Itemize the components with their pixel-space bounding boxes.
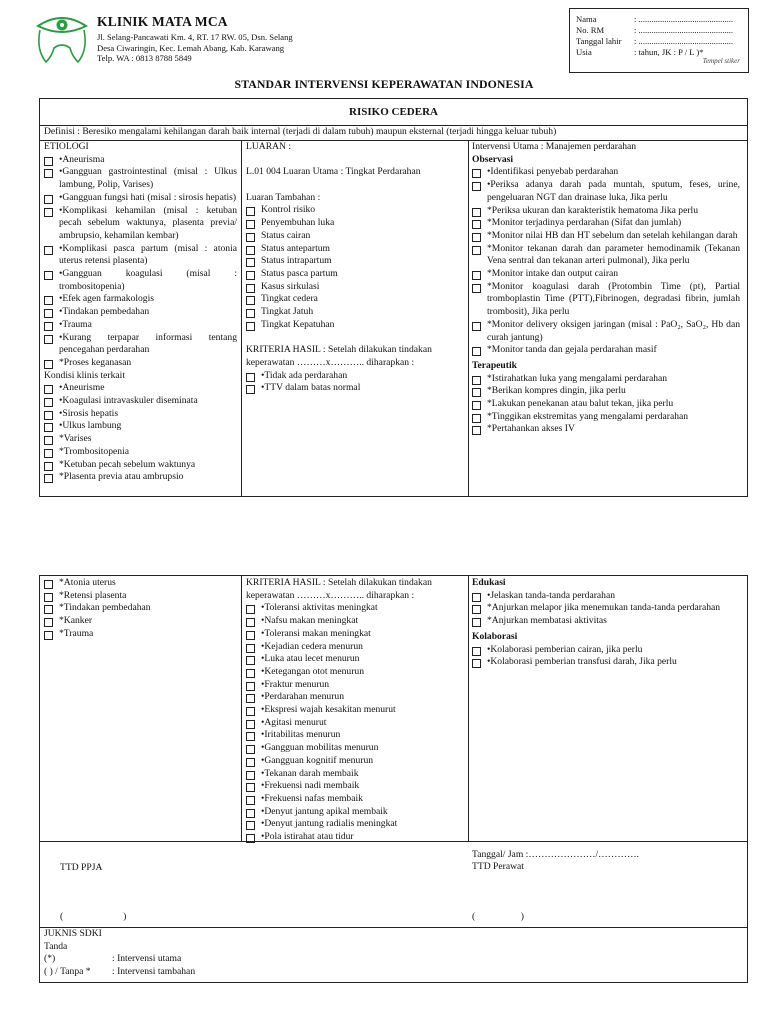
item-text: •Gangguan gastrointestinal (misal : Ulkus lambung, Polip, Varises) [59,166,237,191]
luaran-tambahan-item [246,255,464,268]
item-text: *Lakukan penekanan atau balut tekan, jika perlu [487,398,674,410]
item-text: Status pasca partum [261,268,338,279]
checkbox[interactable] [472,220,481,229]
item-text: •Kejadian cedera menurun [261,640,363,652]
observasi-item [472,319,740,344]
item-text: •Kurang terpapar informasi tentang pencegahan perdarahan [59,331,237,356]
kondisi-item [44,420,237,433]
checkbox[interactable] [44,462,53,471]
checkbox[interactable] [246,796,255,805]
checkbox[interactable] [246,296,255,305]
etiologi-item [44,332,237,357]
risk-title: RISIKO CEDERA [349,106,438,118]
checkbox[interactable] [44,208,53,217]
checkbox[interactable] [246,207,255,216]
terapeutik-heading: Terapeutik [472,359,517,371]
perawat-signature-field[interactable]: ( ) [472,911,524,922]
phone-line: Telp. WA : 0813 8788 5849 [97,53,192,63]
kriteria-hasil-text: KRITERIA HASIL : Setelah dilakukan tindakan keperawatan ………x……….. diharapkan : [246,344,432,368]
checkbox[interactable] [44,449,53,458]
etiologi-item [44,357,237,370]
checkbox[interactable] [246,783,255,792]
intervensi-heading: Intervensi Utama : Manajemen perdarahan [472,141,637,152]
item-text: •Denyut jantung apikal membaik [261,805,388,817]
kriteria-item [246,691,464,704]
patient-rm-field[interactable]: No. RM : ............................................ [576,25,734,35]
kolaborasi-heading: Kolaborasi [472,630,518,642]
item-text: *Plasenta previa atau ambrupsio [59,471,184,483]
item-text: •Perdarahan menurun [261,691,345,703]
luaran-tambahan-item [246,306,464,319]
patient-dob-field[interactable]: Tanggal lahir : ............................................ [576,36,734,46]
etiologi-column [44,141,237,484]
checkbox[interactable] [472,426,481,435]
checkbox[interactable] [246,618,255,627]
etiologi-item [44,205,237,243]
kriteria-column [246,577,464,844]
juknis-heading: JUKNIS SDKI [44,928,102,939]
etiologi-item [44,268,237,293]
kondisi-item [44,471,237,484]
checkbox[interactable] [246,809,255,818]
kondisi-item [44,446,237,459]
kriteria-hasil-text: KRITERIA HASIL : Setelah dilakukan tindakan keperawatan ………x……….. diharapkan : [246,577,432,601]
kriteria-item [246,615,464,628]
item-text: •Ketegangan otot menurun [261,665,364,677]
item-text: •Komplikasi pasca partum (misal : atonia uterus retensi plasenta) [59,242,237,267]
kriteria-item [246,641,464,654]
item-text: *Istirahatkan luka yang mengalami perdarahan [487,372,668,384]
checkbox[interactable] [44,423,53,432]
checkbox[interactable] [44,605,53,614]
checkbox[interactable] [472,322,481,331]
etiologi-item [44,306,237,319]
kriteria-item [246,704,464,717]
item-text: •Denyut jantung radialis meningkat [261,818,398,830]
checkbox[interactable] [246,834,255,843]
kriteria-item [246,370,464,383]
edukasi-item [472,602,740,615]
checkbox[interactable] [246,233,255,242]
checkbox[interactable] [246,631,255,640]
address-line: Desa Ciwaringin, Kec. Lemah Abang, Kab. Karawang [97,42,285,53]
checkbox[interactable] [246,656,255,665]
item-text: •Pola istirahat atau tidur [261,831,354,843]
etiologi-item [44,319,237,332]
luaran-tambahan-item [246,268,464,281]
item-text: Tingkat cedera [261,293,318,305]
item-text: *Pertahankan akses IV [487,423,575,435]
luaran-heading: LUARAN : [246,141,292,152]
item-text: •TTV dalam batas normal [261,382,361,394]
checkbox[interactable] [472,605,481,614]
item-text: •Iritabilitas menurun [261,729,341,741]
item-text: *Trauma [59,627,94,639]
luaran-tambahan-item [246,230,464,243]
kondisi-item [44,395,237,408]
item-text: *Tindakan pembedahan [59,602,151,614]
observasi-item [472,166,740,179]
item-text: •Periksa adanya darah pada muntah, sputum, feses, urine, pengeluaran NGT dan drainase luka, Jika perlu [487,179,740,203]
checkbox[interactable] [246,258,255,267]
item-text: •Toleransi makan meningkat [261,627,371,639]
checkbox[interactable] [472,208,481,217]
etiologi-heading: ETIOLOGI [44,141,89,152]
tanggal-jam-field[interactable]: Tanggal/ Jam :…………………/…………. [472,849,639,860]
checkbox[interactable] [44,246,53,255]
checkbox[interactable] [44,631,53,640]
checkbox[interactable] [44,322,53,331]
ppja-signature-field[interactable]: ( ) [60,911,127,922]
checkbox[interactable] [44,436,53,445]
edukasi-heading: Edukasi [472,577,506,588]
etiologi-continued [44,577,237,641]
checkbox[interactable] [472,233,481,242]
checkbox[interactable] [246,271,255,280]
address-line: Jl. Selang-Pancawati Km. 4, RT. 17 RW. 05, Dsn. Selang [97,32,293,42]
table-part2 [39,575,748,983]
item-text: •Tindakan pembedahan [59,306,150,318]
item-text: •Tidak ada perdarahan [261,369,348,381]
luaran-utama: L.01 004 Luaran Utama : Tingkat Perdarahan [246,166,421,178]
observasi-heading: Observasi [472,153,514,165]
ttd-ppja-label: TTD PPJA [60,862,103,873]
checkbox[interactable] [246,732,255,741]
item-text: *Proses keganasan [59,356,132,368]
item-text: •Gangguan fungsi hati (misal : sirosis hepatis) [59,191,237,203]
terapeutik-item [472,411,740,424]
item-text: •Gangguan kognitif menurun [261,754,374,766]
checkbox[interactable] [44,593,53,602]
item-text: •Koagulasi intravaskuler diseminata [59,395,198,407]
checkbox[interactable] [44,474,53,483]
item-text: •Agitasi menurut [261,716,327,728]
kolaborasi-item [472,656,740,669]
item-text: •Luka atau lecet menurun [261,653,360,665]
checkbox[interactable] [246,758,255,767]
edukasi-item [472,615,740,628]
checkbox[interactable] [44,411,53,420]
checkbox[interactable] [44,271,53,280]
item-text: •Kolaborasi pemberian transfusi darah, Jika perlu [487,656,677,668]
kriteria-item [246,653,464,666]
checkbox[interactable] [246,720,255,729]
checkbox[interactable] [44,335,53,344]
checkbox[interactable] [246,246,255,255]
checkbox[interactable] [44,169,53,178]
item-text: Penyembuhan luka [261,217,335,229]
item-text: •Gangguan koagulasi (misal : trombositopenia) [59,268,237,292]
checkbox[interactable] [44,296,53,305]
item-text: •Aneurisma [59,153,105,165]
checkbox[interactable] [472,246,481,255]
checkbox[interactable] [44,398,53,407]
item-text: *Retensi plasenta [59,589,127,601]
item-text: Kontrol risiko [261,204,316,216]
item-text: *Monitor tanda dan gejala perdarahan masif [487,344,657,356]
etiologi-item [44,166,237,191]
item-text: *Anjurkan melapor jika menemukan tanda-tanda perdarahan [487,602,721,614]
terapeutik-item [472,398,740,411]
checkbox[interactable] [44,157,53,166]
clinic-address [97,32,293,64]
item-text: •Identifikasi penyebab perdarahan [487,166,619,178]
checkbox[interactable] [246,322,255,331]
luaran-tambahan-item [246,217,464,230]
checkbox[interactable] [44,360,53,369]
item-text: Status cairan [261,229,311,241]
etiologi-item [44,154,237,167]
checkbox[interactable] [472,647,481,656]
etiologi-item [44,192,237,205]
etiologi-item [44,293,237,306]
kolaborasi-item [472,644,740,657]
etiologi-item [44,628,237,641]
etiologi-item [44,590,237,603]
terapeutik-item [472,423,740,436]
kriteria-item [246,679,464,692]
kriteria-item [246,666,464,679]
kriteria-item [246,602,464,615]
intervensi-column [472,141,740,436]
checkbox[interactable] [246,694,255,703]
intervensi-continued [472,577,740,669]
checkbox[interactable] [472,659,481,668]
patient-id-box [569,8,749,73]
item-text: •Efek agen farmakologis [59,293,154,305]
luaran-tambahan-item [246,243,464,256]
item-text: •Aneurisme [59,382,105,394]
checkbox[interactable] [246,284,255,293]
observasi-item [472,243,740,268]
checkbox[interactable] [472,169,481,178]
item-text: •Gangguan mobilitas menurun [261,742,379,754]
checkbox[interactable] [472,618,481,627]
checkbox[interactable] [472,182,481,191]
observasi-item [472,205,740,218]
item-text: •Fraktur menurun [261,678,330,690]
etiologi-item [44,577,237,590]
kriteria-item [246,717,464,730]
checkbox[interactable] [472,284,481,293]
item-text: *Anjurkan membatasi aktivitas [487,615,607,627]
item-text: •Ulkus lambung [59,420,122,432]
checkbox[interactable] [246,745,255,754]
kriteria-item [246,831,464,844]
checkbox[interactable] [44,195,53,204]
item-text: *Tinggikan ekstremitas yang mengalami perdarahan [487,410,689,422]
item-text: Status antepartum [261,242,331,254]
checkbox[interactable] [246,682,255,691]
kriteria-item [246,382,464,395]
kriteria-item [246,780,464,793]
kondisi-item [44,459,237,472]
terapeutik-item [472,385,740,398]
checkbox[interactable] [246,385,255,394]
item-text: *Ketuban pecah sebelum waktunya [59,458,196,470]
etiologi-item [44,243,237,268]
item-text: •Kolaborasi pemberian cairan, jika perlu [487,643,643,655]
item-text: •Jelaskan tanda-tanda perdarahan [487,589,616,601]
item-text: *Trombositopenia [59,445,130,457]
luaran-tambahan-item [246,204,464,217]
sticker-note: Tempel stiker [702,57,740,65]
item-text: •Tekanan darah membaik [261,767,359,779]
kriteria-item [246,768,464,781]
checkbox[interactable] [44,580,53,589]
luaran-tambahan-item [246,319,464,332]
item-text: •Nafsu makan meningkat [261,615,359,627]
item-text: •Frekuensi nafas membaik [261,792,363,804]
checkbox[interactable] [44,618,53,627]
kriteria-item [246,806,464,819]
terapeutik-item [472,373,740,386]
checkbox[interactable] [246,821,255,830]
item-text: Status intrapartum [261,255,332,267]
item-text: *Monitor nilai HB dan HT sebelum dan setelah kehilangan darah [487,229,738,241]
clinic-eye-logo [34,12,90,64]
patient-age-field[interactable]: Usia : tahun, JK : P / L )* [576,47,704,57]
ttd-perawat-label: TTD Perawat [472,861,524,872]
legend-row: (*) : Intervensi utama [44,953,182,965]
tanda-heading: Tanda [44,940,68,952]
edukasi-item [472,590,740,603]
checkbox[interactable] [472,593,481,602]
item-text: •Frekuensi nadi membaik [261,780,360,792]
observasi-item [472,179,740,204]
item-text: *Varises [59,433,92,445]
item-text: *Monitor tekanan darah dan parameter hemodinamik (Tekanan Vena sentral dan tekanan arteri pulmonal), Jika perlu [487,242,740,267]
item-text: •Sirosis hepatis [59,407,119,419]
checkbox[interactable] [246,605,255,614]
kriteria-item [246,628,464,641]
item-text: *Kanker [59,615,93,627]
item-text: Kasus sirkulasi [261,280,320,292]
luaran-tambahan-item [246,281,464,294]
table-part1 [39,98,748,497]
item-text: *Monitor intake dan output cairan [487,268,619,280]
kriteria-item [246,742,464,755]
observasi-item [472,268,740,281]
kriteria-item [246,755,464,768]
item-text: *Berikan kompres dingin, jika perlu [487,385,626,397]
kriteria-item [246,818,464,831]
checkbox[interactable] [44,309,53,318]
observasi-item [472,344,740,357]
kondisi-item [44,408,237,421]
luaran-tambahan-item [246,293,464,306]
checkbox[interactable] [246,220,255,229]
checkbox[interactable] [246,771,255,780]
item-text: *Monitor terjadinya perdarahan (Sifat dan jumlah) [487,217,682,229]
definition-text: Definisi : Beresiko mengalami kehilangan darah baik internal (terjadi di dalam tubuh) maupun eksternal (terjadi hingga keluar tubuh) [44,126,557,137]
item-text: •Toleransi aktivitas meningkat [261,602,378,614]
observasi-item [472,230,740,243]
etiologi-item [44,615,237,628]
etiologi-item [44,602,237,615]
observasi-item [472,281,740,319]
item-text: *Atonia uterus [59,577,116,588]
kriteria-item [246,729,464,742]
kondisi-item [44,382,237,395]
kondisi-item [44,433,237,446]
checkbox[interactable] [472,376,481,385]
item-text: *Periksa ukuran dan karakteristik hematoma Jika perlu [487,204,698,216]
checkbox[interactable] [472,347,481,356]
juknis-section [44,928,344,979]
item-text: •Ekspresi wajah kesakitan menurut [261,704,396,716]
observasi-item [472,217,740,230]
checkbox[interactable] [472,271,481,280]
page-title: STANDAR INTERVENSI KEPERAWATAN INDONESIA [234,77,534,91]
item-text: *Monitor koagulasi darah (Protombin Time (pt), Partial tromboplastin Time (PTT),Fibrinogen, degradasi fibrin, jumlah trombosit), Jika perlu [487,280,740,318]
checkbox[interactable] [246,669,255,678]
patient-name-field[interactable]: Nama : ............................................ [576,14,734,24]
luaran-column [246,141,464,395]
item-text: •Komplikasi kehamilan (misal : ketuban pecah sebelum waktunya, plasenta previa/ ambrupsio, kehamilan kembar) [59,204,237,241]
kriteria-item [246,793,464,806]
checkbox[interactable] [472,414,481,423]
luaran-tambahan-heading: Luaran Tambahan : [246,191,321,203]
checkbox[interactable] [246,707,255,716]
item-text: Tingkat Kepatuhan [261,318,335,330]
item-text: Tingkat Jatuh [261,306,314,318]
checkbox[interactable] [246,373,255,382]
checkbox[interactable] [246,309,255,318]
item-text: •Trauma [59,318,92,330]
checkbox[interactable] [472,401,481,410]
legend-row: ( ) / Tanpa * : Intervensi tambahan [44,966,196,978]
item-text: *Monitor delivery oksigen jaringan (misal : PaO₂, SaO₂, Hb dan curah jantung) [487,318,740,343]
clinic-name: KLINIK MATA MCA [97,14,228,29]
checkbox[interactable] [246,644,255,653]
checkbox[interactable] [44,385,53,394]
checkbox[interactable] [472,388,481,397]
kondisi-heading: Kondisi klinis terkait [44,369,126,381]
